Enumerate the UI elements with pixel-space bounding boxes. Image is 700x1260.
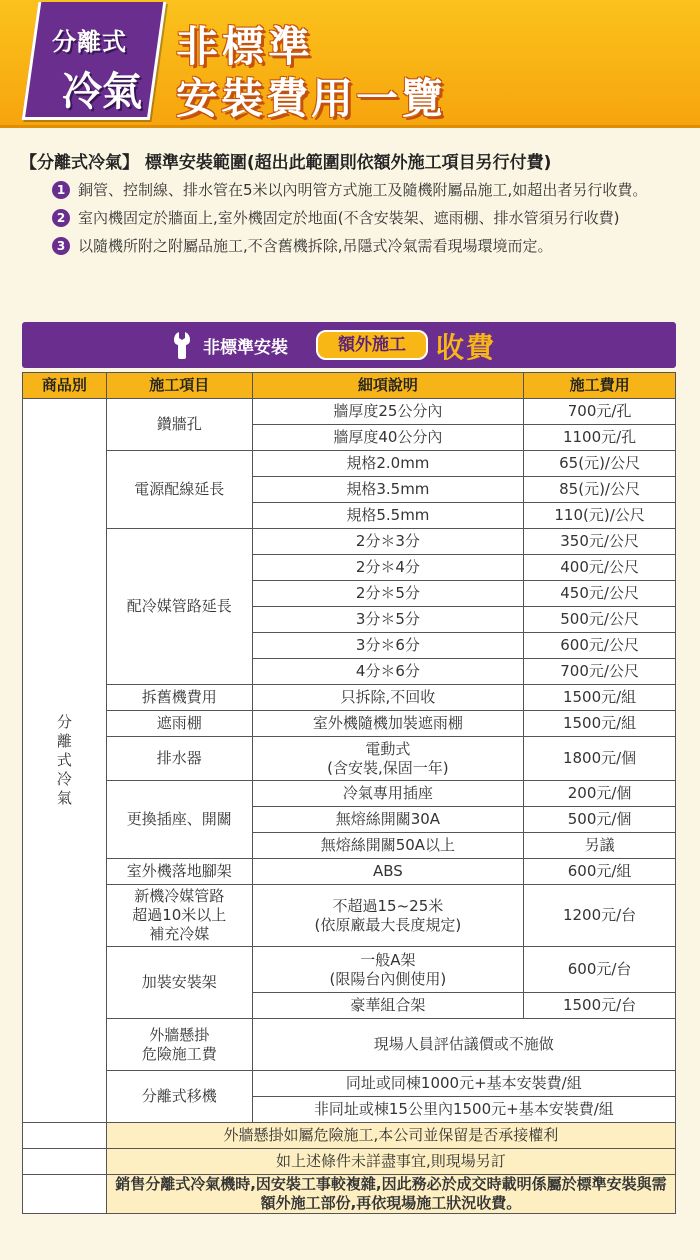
intro-item-text: 以隨機所附之附屬品施工,不含舊機拆除,吊隱式冷氣需看現場環境而定。 <box>78 237 553 255</box>
col-header: 商品別 <box>23 373 107 399</box>
table-row <box>23 685 676 711</box>
table-row <box>23 885 676 947</box>
table-row <box>23 1071 676 1097</box>
item-cell: 室外機落地腳架 <box>106 859 252 885</box>
note-text: 外牆懸掛如屬危險施工,本公司並保留是否承接權利 <box>106 1123 675 1149</box>
detail-cell: 只拆除,不回收 <box>252 685 524 711</box>
item-cell: 更換插座、開關 <box>106 781 252 859</box>
detail-cell: 2分＊5分 <box>252 581 524 607</box>
price-cell: 600元/公尺 <box>524 633 676 659</box>
detail-cell: 規格3.5mm <box>252 477 524 503</box>
item-cell: 排水器 <box>106 737 252 781</box>
page-title-line1: 非標準 <box>176 22 315 71</box>
price-cell: 65(元)/公尺 <box>524 451 676 477</box>
intro-item <box>52 234 682 258</box>
intro-title: 【分離式冷氣】 標準安裝範圍(超出此範圍則依額外施工項目另行付費) <box>20 153 552 173</box>
table-row <box>23 1019 676 1071</box>
col-header: 施工項目 <box>106 373 252 399</box>
col-header: 細項說明 <box>252 373 524 399</box>
detail-cell: 2分＊4分 <box>252 555 524 581</box>
note-spacer <box>23 1123 107 1149</box>
detail-cell: 同址或同棟1000元+基本安裝費/組 <box>252 1071 675 1097</box>
detail-cell: 非同址或棟15公里內1500元+基本安裝費/組 <box>252 1097 675 1123</box>
table-row <box>23 859 676 885</box>
note-text: 銷售分離式冷氣機時,因安裝工事較複雜,因此務必於成交時載明係屬於標準安裝與需額外施工部份,再依現場施工狀況收費。 <box>106 1175 675 1214</box>
detail-cell: 無熔絲開關50A以上 <box>252 833 524 859</box>
note-row <box>23 1149 676 1175</box>
detail-cell: 4分＊6分 <box>252 659 524 685</box>
price-cell: 500元/個 <box>524 807 676 833</box>
detail-cell: 規格5.5mm <box>252 503 524 529</box>
table-row <box>23 451 676 477</box>
price-cell: 450元/公尺 <box>524 581 676 607</box>
price-cell: 85(元)/公尺 <box>524 477 676 503</box>
table-row <box>23 399 676 425</box>
note-text: 如上述條件未詳盡事宜,則現場另訂 <box>106 1149 675 1175</box>
price-cell: 400元/公尺 <box>524 555 676 581</box>
detail-cell: 3分＊5分 <box>252 607 524 633</box>
number-badge-icon: 2 <box>52 209 70 227</box>
price-cell: 600元/組 <box>524 859 676 885</box>
note-row <box>23 1175 676 1214</box>
price-cell: 1500元/組 <box>524 685 676 711</box>
col-header: 施工費用 <box>524 373 676 399</box>
badge-line2: 冷氣 <box>62 69 142 115</box>
detail-cell: 電動式 (含安裝,保固一年) <box>252 737 524 781</box>
detail-cell: 2分＊3分 <box>252 529 524 555</box>
item-cell: 拆舊機費用 <box>106 685 252 711</box>
item-cell: 新機冷媒管路 超過10米以上 補充冷媒 <box>106 885 252 947</box>
table-row <box>23 711 676 737</box>
note-row <box>23 1123 676 1149</box>
price-cell: 700元/公尺 <box>524 659 676 685</box>
intro-item <box>52 178 682 202</box>
wrench-icon <box>172 330 196 360</box>
price-cell: 1500元/組 <box>524 711 676 737</box>
intro-list <box>52 178 682 262</box>
detail-cell: 不超過15~25米 (依原廠最大長度規定) <box>252 885 524 947</box>
detail-cell: 一般A架 (限陽台內側使用) <box>252 947 524 993</box>
number-badge-icon: 3 <box>52 237 70 255</box>
detail-cell: 牆厚度25公分內 <box>252 399 524 425</box>
fee-table <box>22 372 676 1214</box>
price-cell: 110(元)/公尺 <box>524 503 676 529</box>
number-badge-icon: 1 <box>52 181 70 199</box>
detail-cell: 室外機隨機加裝遮雨棚 <box>252 711 524 737</box>
page-title-line2: 安裝費用一覽 <box>176 74 447 123</box>
item-cell: 加裝安裝架 <box>106 947 252 1019</box>
banner-text: 非標準安裝 <box>203 338 288 358</box>
merged-cell: 現場人員評估議價或不施做 <box>252 1019 675 1071</box>
category-cell: 分 離 式 冷 氣 <box>23 399 107 1123</box>
price-cell: 1100元/孔 <box>524 425 676 451</box>
detail-cell: 規格2.0mm <box>252 451 524 477</box>
note-spacer <box>23 1175 107 1214</box>
price-cell: 另議 <box>524 833 676 859</box>
detail-cell: 冷氣專用插座 <box>252 781 524 807</box>
intro-item-text: 室內機固定於牆面上,室外機固定於地面(不含安裝架、遮雨棚、排水管須另行收費) <box>78 209 620 227</box>
badge-line1: 分離式 <box>52 28 127 56</box>
price-cell: 500元/公尺 <box>524 607 676 633</box>
item-cell: 電源配線延長 <box>106 451 252 529</box>
table-row <box>23 781 676 807</box>
note-spacer <box>23 1149 107 1175</box>
detail-cell: 豪華組合架 <box>252 993 524 1019</box>
item-cell: 配冷媒管路延長 <box>106 529 252 685</box>
price-cell: 1800元/個 <box>524 737 676 781</box>
banner-big-text: 收費 <box>436 331 497 364</box>
price-cell: 700元/孔 <box>524 399 676 425</box>
price-cell: 200元/個 <box>524 781 676 807</box>
table-row <box>23 737 676 781</box>
price-cell: 1200元/台 <box>524 885 676 947</box>
intro-item-text: 銅管、控制線、排水管在5米以內明管方式施工及隨機附屬品施工,如超出者另行收費。 <box>78 181 648 199</box>
table-row <box>23 529 676 555</box>
item-cell: 外牆懸掛 危險施工費 <box>106 1019 252 1071</box>
detail-cell: 牆厚度40公分內 <box>252 425 524 451</box>
detail-cell: ABS <box>252 859 524 885</box>
detail-cell: 3分＊6分 <box>252 633 524 659</box>
table-header-row <box>23 373 676 399</box>
item-cell: 遮雨棚 <box>106 711 252 737</box>
price-cell: 600元/台 <box>524 947 676 993</box>
price-cell: 350元/公尺 <box>524 529 676 555</box>
item-cell: 分離式移機 <box>106 1071 252 1123</box>
intro-item <box>52 206 682 230</box>
banner-pill: 額外施工 <box>316 330 428 360</box>
item-cell: 鑽牆孔 <box>106 399 252 451</box>
table-row <box>23 947 676 993</box>
price-cell: 1500元/台 <box>524 993 676 1019</box>
detail-cell: 無熔絲開關30A <box>252 807 524 833</box>
